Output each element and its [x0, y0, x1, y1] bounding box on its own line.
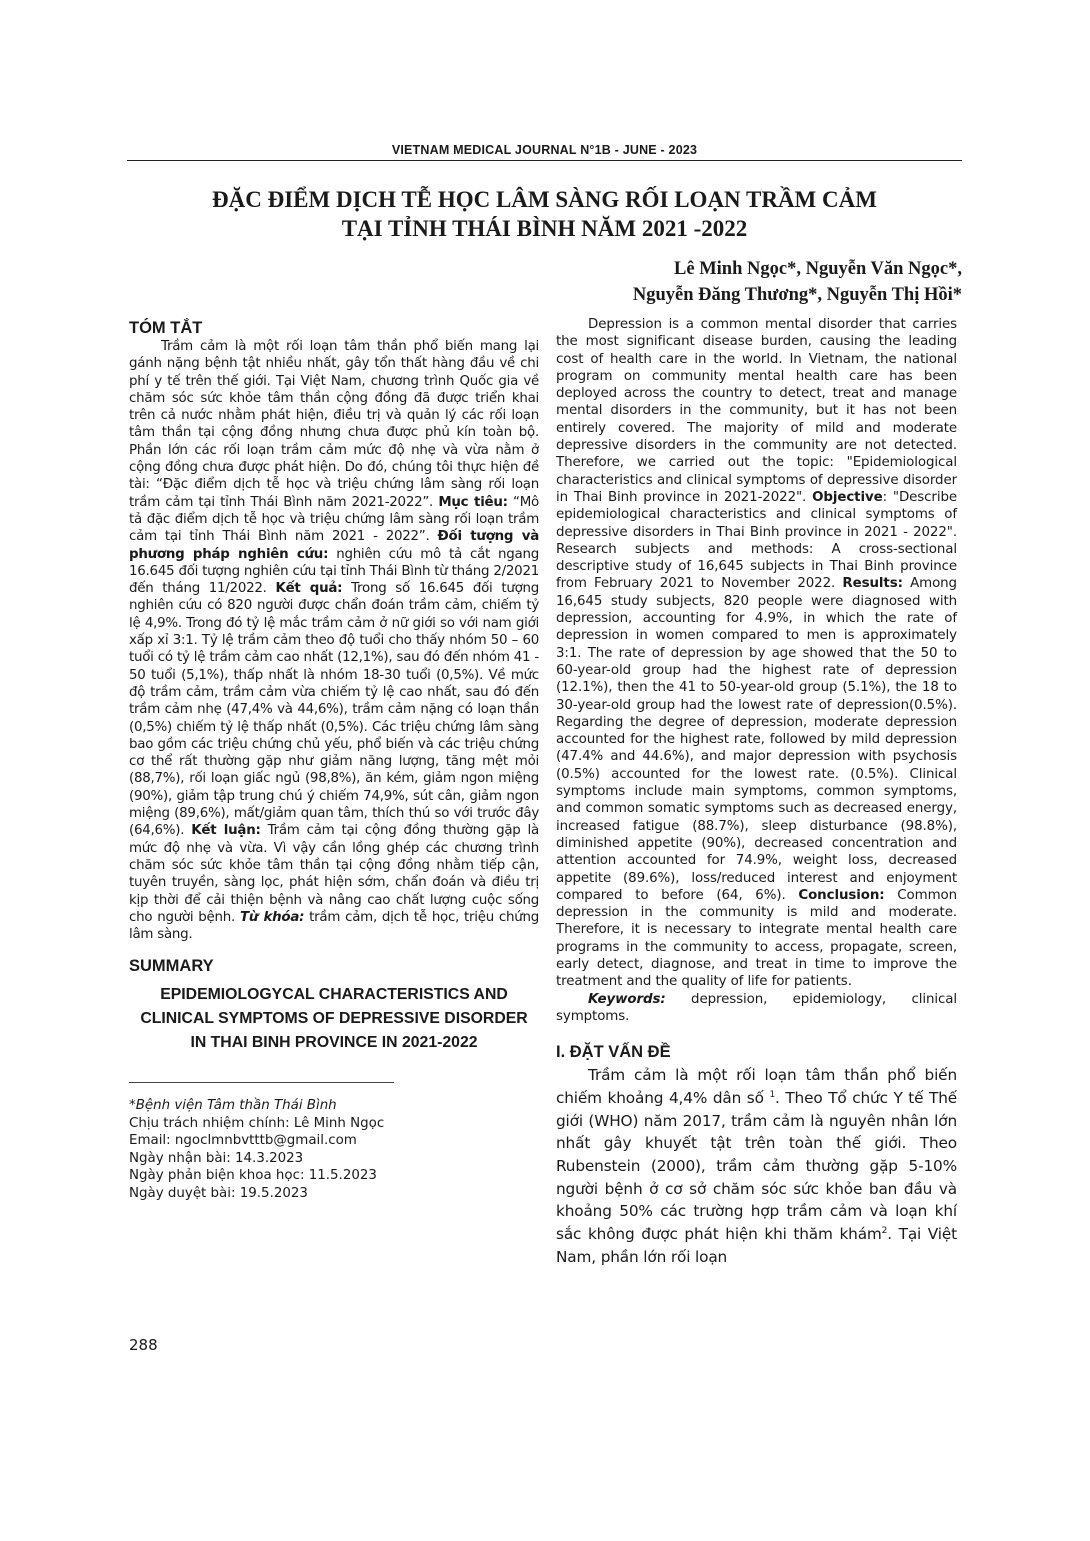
footnote-email: Email: ngoclmnbvtttb@gmail.com [129, 1133, 357, 1149]
footnote-corresponding: Chịu trách nhiệm chính: Lê Minh Ngọc [129, 1115, 385, 1131]
right-column [556, 316, 957, 1269]
vn-abstract-intro: Trầm cảm là một rối loạn tâm thần phổ biến mang lại gánh nặng bệnh tật nhiều nhất, gây tổn thất hàng đầu về chi phí y tế trên thế giới. Tại Việt Nam, chương trình Quốc gia về chăm sóc sức khỏe tâm thần cộng đồng đã được triển khai trên cả nước nhằm phát hiện, điều trị và quản lý các rối loạn tâm thần tại cộng đồng nhưng chưa được phủ kín toàn bộ. Phần lớn các rối loạn trầm cảm mức độ nhẹ và vừa nằm ở cộng đồng chưa được phát hiện. Do đó, chúng tôi thực hiện đề tài: “Đặc điểm dịch tễ học và triệu chứng lâm sàng rối loạn trầm cảm tại tỉnh Thái Bình năm 2021-2022”. [129, 339, 539, 510]
header-rule [127, 160, 962, 161]
en-results-text: Among 16,645 study subjects, 820 people were diagnosed with depression, accounting for 4.9%, in which the rate of depression in women compared to men is approximately 3:1. The rate of depression by age showed that the 50 to 60-year-old group had the highest rate of depression (12.1%), then the 41 to 50-year-old group (5.1%), the 18 to 30-year-old group had the lowest rate of depression(0.5%). Regarding the degree of depression, moderate depression accounted for the highest rate, followed by mild depression (47.4% and 44.6%), and major depression with psychosis (0.5%) accounted for the lowest rate. (0.5%). Clinical symptoms include main symptoms, common symptoms, and common somatic symptoms such as decreased energy, increased fatigue (88.7%), sleep disturbance (98.8%), diminished appetite (90%), decreased concentration and attention accounted for 74.9%, weight loss, decreased appetite (89.6%), loss/reduced interest and enjoyment compared to before (64, 6%). [556, 576, 957, 903]
en-abstract-intro: Depression is a common mental disorder that carries the most significant disease burden, causing the leading cost of health care in the world. In Vietnam, the national program on community mental health care has been deployed across the country to detect, treat and manage mental disorders in the community, but it has not been entirely covered. The majority of mild and moderate depressive disorders in the community are not detected. Therefore, we carried out the topic: "Epidemiological characteristics and clinical symptoms of depressive disorder in Thai Binh province in 2021-2022". [556, 317, 957, 505]
title-line-1: ĐẶC ĐIỂM DỊCH TỄ HỌC LÂM SÀNG RỐI LOẠN TRẦM CẢM [212, 187, 877, 212]
intro-text-b: . Theo Tổ chức Y tế Thế giới (WHO) năm 2017, trầm cảm là nguyên nhân lớn nhất gây khuyết tật trên toàn thế giới. Theo Rubenstein (2000), trầm cảm thường gặp 5-10% người bệnh ở cơ sở chăm sóc sức khỏe ban đầu và khoảng 50% các trường hợp trầm cảm và loạn khí sắc không được phát hiện khi thăm khám [556, 1088, 957, 1244]
en-keywords-label: Keywords: [588, 991, 666, 1007]
intro-heading: I. ĐẶT VẤN ĐỀ [556, 1043, 671, 1062]
summary-heading: SUMMARY [129, 957, 214, 976]
en-keywords-text: depression, epidemiology, clinical symptoms. [556, 991, 957, 1024]
vn-conclusion-text: Trầm cảm tại cộng đồng thường gặp là mức độ nhẹ và vừa. Vì vậy cần lồng ghép các chương trình chăm sóc sức khỏe tâm thần tại cộng đồng nhằm tiếp cận, tuyên truyền, sàng lọc, phát hiện sớm, chẩn đoán và điều trị kịp thời để cải thiện bệnh và nâng cao chất lượng cuộc sống cho người bệnh. [129, 823, 539, 925]
en-conclusion-label: Conclusion: [798, 887, 885, 903]
citation-ref-2: 2 [881, 1226, 888, 1236]
en-abstract-body [556, 316, 957, 991]
vn-keywords-text: trầm cảm, dịch tễ học, triệu chứng lâm sàng. [129, 909, 539, 943]
intro-text-a: Trầm cảm là một rối loạn tâm thần phổ biến chiếm khoảng 4,4% dân số [556, 1066, 957, 1107]
vn-keywords-label: Từ khóa: [239, 909, 305, 925]
en-results-label: Results: [842, 576, 903, 592]
en-conclusion-text: Common depression in the community is mild and moderate. Therefore, it is necessary to integrate mental health care programs in the community to access, propagate, screen, early detect, diagnose, and treat in time to improve the treatment and the quality of life for patients. [556, 887, 957, 990]
vn-conclusion-label: Kết luận: [191, 823, 261, 839]
authors-line-2: Nguyễn Đăng Thương*, Nguyễn Thị Hồi* [632, 285, 962, 305]
footnote-affiliation: *Bệnh viện Tâm thần Thái Bình [129, 1098, 337, 1114]
en-keywords [556, 991, 957, 1026]
vn-objective-label: Mục tiêu: [438, 494, 508, 510]
authors-line-1: Lê Minh Ngọc*, Nguyễn Văn Ngọc*, [674, 259, 962, 279]
page-number: 288 [129, 1336, 158, 1354]
footnote-reviewed: Ngày phản biện khoa học: 11.5.2023 [129, 1168, 377, 1184]
footnote-rule [129, 1082, 394, 1083]
vn-results-label: Kết quả: [275, 581, 343, 597]
intro-text-c: . Tại Việt Nam, phần lớn rối loạn [556, 1225, 957, 1266]
footnote-received: Ngày nhận bài: 14.3.2023 [129, 1150, 304, 1166]
vn-abstract-body [129, 338, 539, 943]
left-column [129, 318, 539, 1202]
vn-objective-text: “Mô tả đặc điểm dịch tễ học và triệu chứng lâm sàng rối loạn trầm cảm tại tỉnh Thái Bình năm 2021 - 2022”. [129, 494, 539, 545]
intro-body [556, 1064, 957, 1268]
authors [362, 256, 962, 308]
vn-methods-text: nghiên cứu mô tả cắt ngang 16.645 đối tượng nghiên cứu tại tỉnh Thái Bình từ tháng 2/2021 đến tháng 11/2022. [129, 546, 539, 597]
summary-title: EPIDEMIOLOGYCAL CHARACTERISTICS AND CLINICAL SYMPTOMS OF DEPRESSIVE DISORDER IN THAI BINH PROVINCE IN 2021-2022 [140, 986, 528, 1052]
footnote-accepted: Ngày duyệt bài: 19.5.2023 [129, 1185, 308, 1201]
journal-header: VIETNAM MEDICAL JOURNAL N°1B - JUNE - 2023 [391, 143, 698, 157]
vn-abstract-heading: TÓM TẮT [129, 319, 203, 337]
footnotes [129, 1097, 539, 1202]
vn-methods-label: Đối tượng và phương pháp nghiên cứu: [129, 529, 539, 562]
en-objective-label: Objective [812, 489, 883, 505]
vn-results-text: Trong số 16.645 đối tượng nghiên cứu có 820 người được chẩn đoán trầm cảm, chiếm tỷ lệ 4,9%. Trong đó tỷ lệ mắc trầm cảm ở nữ giới so với nam giới xấp xỉ 3:1. Tỷ lệ trầm cảm theo độ tuổi cho thấy nhóm 50 – 60 tuổi có tỷ lệ trầm cảm cao nhất (12,1%), sau đó đến nhóm 41 - 50 tuổi (5,1%), thấp nhất là nhóm 18-30 tuổi (0,5%). Về mức độ trầm cảm, trầm cảm vừa chiếm tỷ lệ cao nhất, sau đó đến trầm cảm nhẹ (47,4% và 44,6%), trầm cảm nặng có loạn thần (0,5%) chiếm tỷ lệ thấp nhất (0,5%). Các triệu chứng lâm sàng bao gồm các triệu chứng chủ yếu, phổ biến và các triệu chứng cơ thể rất thường gặp như giảm năng lượng, tăng mệt mỏi (88,7%), rối loạn giấc ngủ (98,8%), ăn kém, giảm ngon miệng (90%), giảm tập trung chú ý chiếm 74,9%, sút cân, giảm ngon miệng (89,6%), mất/giảm quan tâm, thích thú so với trước đây (64,6%). [129, 581, 539, 839]
article-title [127, 185, 962, 243]
title-line-2: TẠI TỈNH THÁI BÌNH NĂM 2021 -2022 [341, 216, 748, 241]
citation-ref-1: 1 [769, 1089, 776, 1100]
en-objective-text: : "Describe epidemiological characteristics and clinical symptoms of depressive disorders in Thai Binh province in 2021 - 2022". Research subjects and methods: A cross-sectional descriptive study of 16,645 subjects in Thai Binh province from February 2021 to November 2022. [556, 489, 957, 592]
